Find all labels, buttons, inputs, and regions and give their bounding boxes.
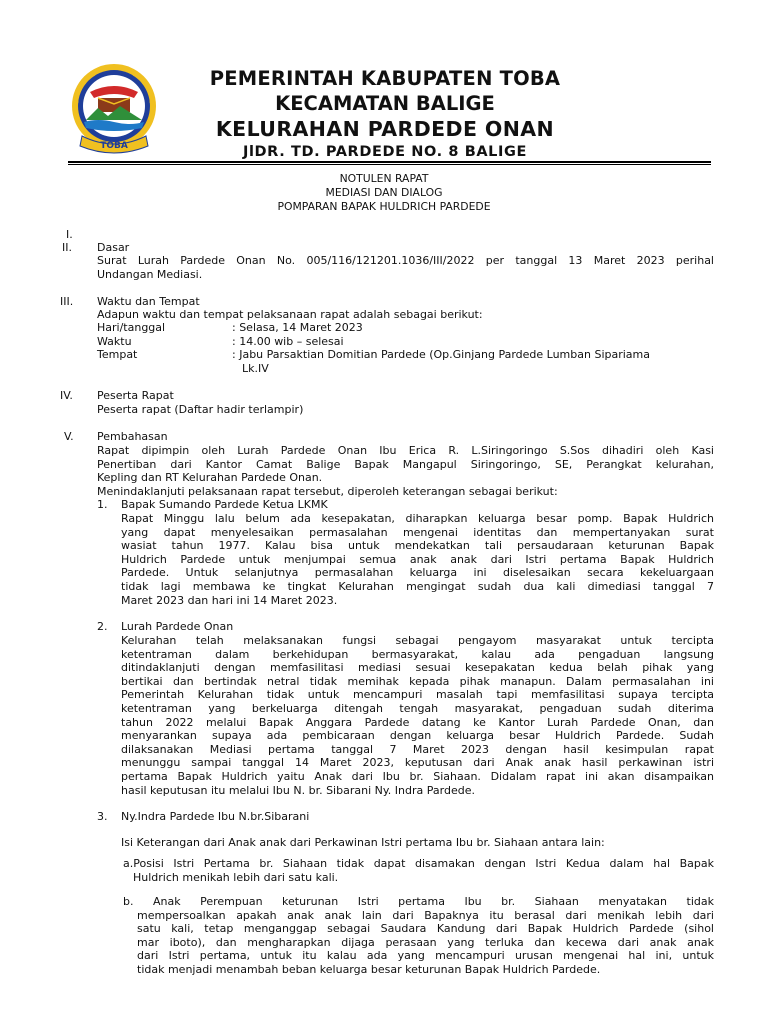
paragraph-line: wasiat tahun 1977. Kalau bisa untuk mendekatkan tali persaudaraan keturunan Bapak [121, 539, 714, 553]
letterhead-village: KELURAHAN PARDEDE ONAN [215, 117, 555, 141]
sub-item-a [123, 857, 714, 884]
paragraph-line: dilaksanakan Mediasi pertama tanggal 7 Maret 2023 dengan hasil kesimpulan rapat [121, 742, 714, 756]
section-number: II. [62, 241, 72, 254]
section-body [97, 254, 714, 281]
sub-item-b [123, 895, 714, 977]
paragraph-line: satu kali, tetap menganggap sebagai Saudara Kandung dari Bapak Huldrich Pardede (sihol [137, 922, 714, 936]
paragraph-line: tahun 2022 melalui Bapak Anggara Pardede datang ke Kantor Lurah Pardede Onan, dan [121, 715, 714, 729]
paragraph-line: ketentraman yang berkeluarga ditengah tengah masyarakat, pengaduan sudah diterima [121, 701, 714, 715]
paragraph-line: menyarankan supaya ada pembicaraan dengan keluarga besar Huldrich Pardede. Sudah [121, 729, 714, 743]
section-number: IV. [60, 389, 73, 402]
row-value: : 14.00 wib – selesai [232, 335, 344, 348]
row-value-continuation: Lk.IV [242, 362, 269, 375]
item-title: Bapak Sumando Pardede Ketua LKMK [121, 498, 328, 511]
paragraph-line: Kelurahan telah melaksanakan fungsi sebagai pengayom masyarakat untuk tercipta [121, 634, 714, 647]
item-body [121, 634, 714, 797]
toba-regency-logo [68, 62, 160, 157]
paragraph-line: bertikai dan bertindak netral tidak memihak kepada pihak manapun. Dalam permasalahan ini [121, 674, 714, 688]
letterhead-district: KECAMATAN BALIGE [275, 92, 495, 115]
row-label: Tempat [97, 348, 138, 361]
paragraph-line: yang dapat menyelesaikan permasalahan mengenai identitas dan mempertanyakan surat [121, 525, 714, 539]
paragraph-line: Huldrich Pardede untuk menjumpai semua anak anak dari Istri pertama Bapak Huldrich [121, 552, 714, 566]
section-number: V. [64, 430, 74, 443]
paragraph-line: tidak lagi membawa ke tingkat Kelurahan mengingat sudah dua kali dimediasi tanggal 7 [121, 579, 714, 593]
section-body: Peserta rapat (Daftar hadir terlampir) [97, 403, 304, 416]
paragraph-line: a.Posisi Istri Pertama br. Siahaan tidak dapat disamakan dengan Istri Kedua dalam hal Bapak [123, 857, 714, 870]
paragraph-line: Undangan Mediasi. [97, 267, 203, 281]
paragraph-line: Pardede. Untuk selanjutnya permasalahan keluarga ini diselesaikan secara kekeluargaan [121, 566, 714, 580]
paragraph-line: Penertiban dari Kantor Camat Balige Bapak Mangapul Siringoringo, SE, Perangkat kelurahan, [97, 457, 714, 471]
paragraph-line: ketentraman dalam berkehidupan bermasyarakat, kalau ada pengaduan langsung [121, 647, 714, 661]
item-number: 3. [97, 810, 108, 823]
section-heading: Waktu dan Tempat [97, 295, 200, 308]
paragraph-line: hasil keputusan itu melalui Ibu N. br. Sibarani Ny. Indra Pardede. [121, 783, 475, 797]
section-number: I. [66, 228, 73, 241]
paragraph-line: dari Istri pertama, untuk itu kalau ada yang mencampuri urusan mengenai hal ini, untuk [137, 949, 714, 963]
item-body [121, 512, 714, 607]
letterhead-divider-thin [68, 164, 711, 165]
letterhead-address: JlDR. TD. PARDEDE NO. 8 BALIGE [242, 144, 528, 160]
paragraph-line: b. Anak Perempuan keturunan Istri pertama Ibu br. Siahaan menyatakan tidak [123, 895, 714, 908]
section-heading: Pembahasan [97, 430, 168, 443]
paragraph-line: Rapat dipimpin oleh Lurah Pardede Onan Ibu Erica R. L.Siringoringo S.Sos dihadiri oleh Kasi [97, 444, 714, 457]
section-number: III. [60, 295, 74, 308]
row-label: Waktu [97, 335, 132, 348]
paragraph-line: mar iboto), dan mengharapkan dijaga perasaan yang terluka dan kecewa dari anak anak [137, 935, 714, 949]
section-intro [97, 444, 714, 485]
section-heading: Dasar [97, 241, 130, 254]
paragraph-line: Kepling dan RT Kelurahan Pardede Onan. [97, 471, 323, 485]
row-label: Hari/tanggal [97, 321, 166, 334]
letterhead-government: PEMERINTAH KABUPATEN TOBA [209, 67, 561, 90]
title-notulen: NOTULEN RAPAT [339, 172, 429, 185]
item-number: 1. [97, 498, 108, 511]
item-number: 2. [97, 620, 108, 633]
paragraph-line: tidak menjadi menambah beban keluarga besar keturunan Bapak Huldrich Pardede. [137, 962, 601, 976]
letterhead-divider [68, 161, 711, 163]
paragraph-line: pertama Bapak Huldrich yaitu Anak dari Ibu br. Siahaan. Didalam rapat ini akan disampaikan [121, 769, 714, 783]
section-intro: Adapun waktu dan tempat pelaksanaan rapat adalah sebagai berikut: [97, 308, 483, 321]
item-title: Lurah Pardede Onan [121, 620, 234, 633]
section-follow: Menindaklanjuti pelaksanaan rapat tersebut, diperoleh keterangan sebagai berikut: [97, 485, 558, 498]
paragraph-line: Pemerintah Kelurahan tidak untuk mencampuri masalah tapi memfasilitasi supaya tercipta [121, 688, 714, 702]
paragraph-line: Surat Lurah Pardede Onan No. 005/116/121201.1036/III/2022 per tanggal 13 Maret 2023 perihal [97, 254, 714, 267]
item-title: Ny.Indra Pardede Ibu N.br.Sibarani [121, 810, 310, 823]
paragraph-line: menunggu sampai tanggal 14 Maret 2023, keputusan dari Anak anak hasil perkawinan istri [121, 756, 714, 770]
paragraph-line: ditindaklanjuti dengan memfasilitasi mediasi sesuai kesepakatan kedua belah pihak yang [121, 661, 714, 675]
title-mediasi: MEDIASI DAN DIALOG [325, 186, 443, 199]
paragraph-line: Rapat Minggu lalu belum ada kesepakatan, diharapkan keluarga besar pomp. Bapak Huldrich [121, 512, 714, 525]
paragraph-line: mempersoalkan apakah anak anak lain dari Bapaknya itu berasal dari menikah lebih dari [137, 908, 714, 922]
letterhead [160, 66, 610, 162]
item-intro: Isi Keterangan dari Anak anak dari Perkawinan Istri pertama Ibu br. Siahaan antara lain: [121, 836, 605, 849]
section-heading: Peserta Rapat [97, 389, 174, 402]
paragraph-line: Maret 2023 dan hari ini 14 Maret 2023. [121, 593, 338, 607]
paragraph-line: Huldrich menikah lebih dari satu kali. [133, 870, 339, 884]
logo-text: TOBA [100, 141, 128, 151]
title-pomparan: POMPARAN BAPAK HULDRICH PARDEDE [277, 200, 491, 213]
document-titles [0, 172, 768, 214]
row-value: : Jabu Parsaktian Domitian Pardede (Op.Ginjang Pardede Lumban Sipariama [232, 348, 650, 361]
row-value: : Selasa, 14 Maret 2023 [232, 321, 363, 334]
